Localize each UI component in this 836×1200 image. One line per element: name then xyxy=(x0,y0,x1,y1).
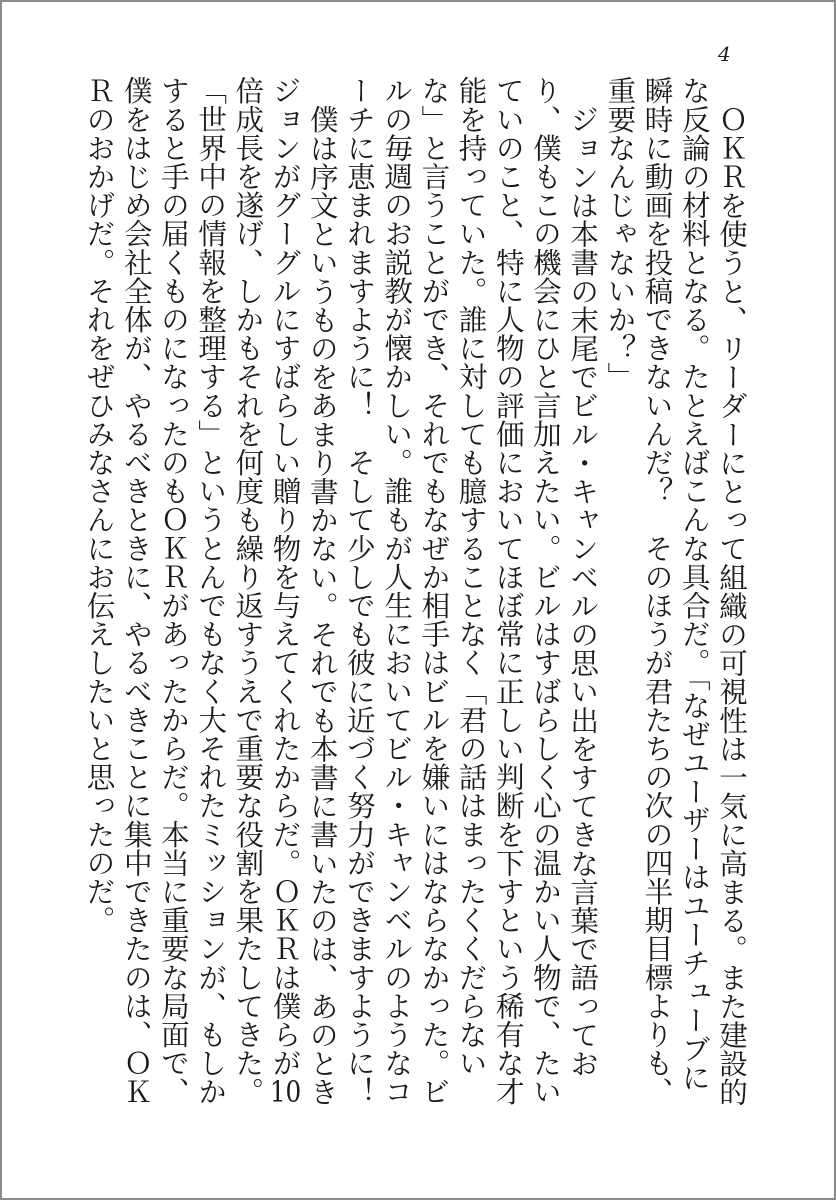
paragraph-bill-campbell: ジョンは本書の末尾でビル・キャンベルの思い出をすてきな言葉で語っており、僕もこの機会にひと言加えたい。ビルはすばらしく心の温かい人物で、たいていのこと、特に人物の評価においてほぼ常に正しい判断を下すという稀有な才能を持っていた。誰に対しても臆することなく「君の話はまったくくだらないな」と言うことができ、それでもなぜか相手はビルを嫌いにはならなかった。ビルの毎週のお説教が懐かしい。誰もが人生においてビル・キャンベルのようなコーチに恵まれますように！ そして少しでも彼に近づく努力ができますように！ xyxy=(342,76,601,1106)
paragraph-foreword-reason: 僕は序文というものをあまり書かない。それでも本書に書いたのは、あのときジョンがグーグルにすばらしい贈り物を与えてくれたからだ。ＯＫＲは僕らが10倍成長を遂げ、しかもそれを何度も繰り返すうえで重要な役割を果たしてきた。「世界中の情報を整理する」というとんでもなく大それたミッションが、もしかすると手の届くものになったのもＯＫＲがあったからだ。本当に重要な局面で、僕をはじめ会社全体が、やるべきときに、やるべきことに集中できたのは、ＯＫＲのおかげだ。それをぜひみなさんにお伝えしたいと思ったのだ。 xyxy=(82,76,340,1106)
body-text-vertical xyxy=(82,76,750,1116)
paragraph-okr-visibility: ＯＫＲを使うと、リーダーにとって組織の可視性は一気に高まる。また建設的な反論の材料となる。たとえばこんな具合だ。「なぜユーザーはユーチューブに瞬時に動画を投稿できないんだ？ そのほうが君たちの次の四半期目標よりも、重要なんじゃないか？」 xyxy=(603,76,749,1106)
page-number: 4 xyxy=(718,42,731,66)
numeral-10: 10 xyxy=(269,1077,302,1106)
